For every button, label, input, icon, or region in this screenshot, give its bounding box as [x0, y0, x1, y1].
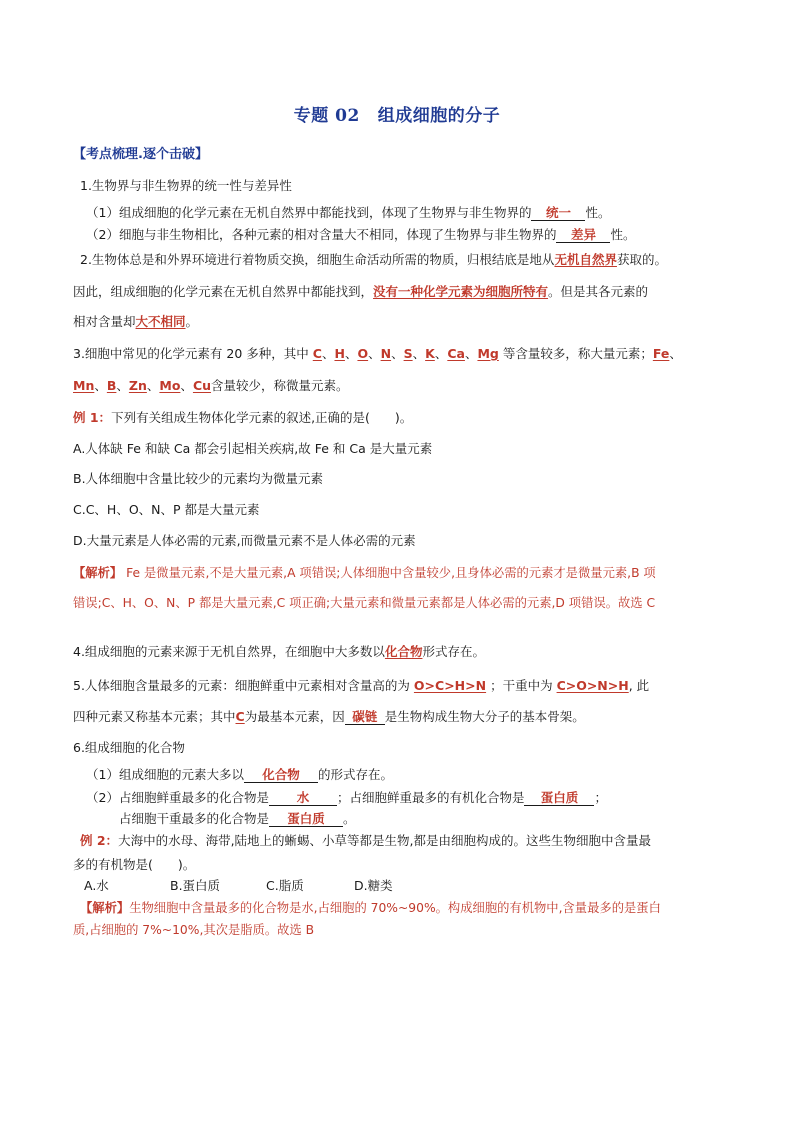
s1-line1: （1）组成细胞的化学元素在无机自然界中都能找到，体现了生物界与非生物界的 统一 性。: [86, 205, 611, 220]
answer-basic-element: C: [235, 709, 245, 724]
element: Ca: [447, 346, 465, 361]
blank-protein-dry: 蛋白质: [269, 811, 343, 827]
macro-elements: C、H、O、N、S、K、Ca、Mg: [312, 346, 499, 361]
element: B: [106, 378, 117, 393]
option-a: A.人体缺 Fe 和缺 Ca 都会引起相关疾病,故 Fe 和 Ca 是大量元素: [73, 441, 433, 456]
element: K: [425, 346, 435, 361]
element: Mo: [159, 378, 181, 393]
option-a: A.水: [84, 878, 109, 893]
s6-line3: 占细胞干重最多的化合物是 蛋白质 。: [119, 811, 356, 826]
s5-line2: 四种元素又称基本元素；其中C为最基本元素，因 碳链 是生物构成生物大分子的基本骨架。: [73, 709, 585, 724]
answer-fresh-weight-order: O>C>H>N: [413, 678, 487, 693]
example-2-analysis-line1: 【解析】生物细胞中含量最多的化合物是水,占细胞的 70%~90%。构成细胞的有机物中,含量最多的是蛋白: [80, 901, 661, 915]
blank-compound: 化合物: [244, 767, 318, 783]
s1-heading: 1.生物界与非生物界的统一性与差异性: [80, 178, 292, 193]
element: Fe: [652, 346, 670, 361]
section-header: 【考点梳理.逐个击破】: [73, 147, 208, 162]
s5-line1: 5.人体细胞含量最多的元素：细胞鲜重中元素相对含量高的为 O>C>H>N ；干重中为 C>O>N>H, 此: [73, 678, 650, 693]
option-c: C.脂质: [266, 878, 304, 893]
element: C: [312, 346, 322, 361]
analysis-label: 【解析】: [80, 901, 130, 915]
option-b: B.人体细胞中含量比较少的元素均为微量元素: [73, 471, 324, 486]
option-c: C.C、H、O、N、P 都是大量元素: [73, 502, 260, 517]
answer-carbon-chain: 碳链: [345, 709, 385, 725]
answer-different: 大不相同: [135, 314, 186, 329]
example-1-analysis-line2: 错误;C、H、O、N、P 都是大量元素,C 项正确;大量元素和微量元素都是人体必需的元素,D 项错误。故选 C: [73, 596, 656, 610]
blank-unity: 统一: [531, 205, 585, 221]
blank-protein-fresh: 蛋白质: [524, 790, 594, 806]
answer-compound: 化合物: [384, 644, 423, 659]
s2-line3: 相对含量却大不相同。: [73, 314, 199, 329]
answer-no-unique-element: 没有一种化学元素为细胞所特有: [373, 284, 549, 299]
element: S: [403, 346, 413, 361]
s6-line1: （1）组成细胞的元素大多以 化合物 的形式存在。: [86, 767, 393, 782]
element: Zn: [128, 378, 147, 393]
blank-difference: 差异: [556, 227, 610, 243]
example-2-analysis-line2: 质,占细胞的 7%~10%,其次是脂质。故选 B: [73, 923, 315, 937]
s2-line2: 因此，组成细胞的化学元素在无机自然界中都能找到，没有一种化学元素为细胞所特有。但是其各元素的: [73, 284, 649, 299]
example-2-question-line1: 例 2：大海中的水母、海带,陆地上的蜥蜴、小草等都是生物,都是由细胞构成的。这些生物细胞中含量最: [80, 833, 652, 848]
element: Cu: [192, 378, 212, 393]
option-d: D.大量元素是人体必需的元素,而微量元素不是人体必需的元素: [73, 533, 416, 548]
s3-line2: Mn、B、Zn、Mo、Cu含量较少，称微量元素。: [73, 378, 349, 393]
example-label: 例 1：: [73, 410, 112, 425]
answer-dry-weight-order: C>O>N>H: [556, 678, 629, 693]
s6-heading: 6.组成细胞的化合物: [73, 740, 185, 755]
s6-line2: （2）占细胞鲜重最多的化合物是 水 ；占细胞鲜重最多的有机化合物是 蛋白质 ；: [86, 790, 607, 805]
element: Mg: [477, 346, 499, 361]
element: N: [380, 346, 392, 361]
option-b: B.蛋白质: [170, 878, 221, 893]
element: H: [334, 346, 345, 361]
analysis-label: 【解析】: [73, 566, 123, 580]
example-2-question-line2: 多的有机物是( )。: [73, 857, 196, 872]
micro-elements: Mn、B、Zn、Mo、Cu: [73, 378, 212, 393]
option-d: D.糖类: [354, 878, 393, 893]
s2-line1: 2.生物体总是和外界环境进行着物质交换，细胞生命活动所需的物质，归根结底是地从无机自然界获取的。: [80, 252, 667, 267]
s1-line2: （2）细胞与非生物相比，各种元素的相对含量大不相同，体现了生物界与非生物界的 差异 性。: [86, 227, 636, 242]
title-text: 组成细胞的分子: [377, 106, 501, 126]
example-1-analysis-line1: 【解析】 Fe 是微量元素,不是大量元素,A 项错误;人体细胞中含量较少,且身体必需的元素才是微量元素,B 项: [73, 566, 656, 580]
example-2-options: [84, 877, 393, 895]
example-label: 例 2：: [80, 833, 119, 848]
s4-line: 4.组成细胞的元素来源于无机自然界，在细胞中大多数以化合物形式存在。: [73, 644, 485, 659]
blank-water: 水: [269, 790, 337, 806]
page-title: [0, 107, 794, 125]
element: O: [357, 346, 369, 361]
title-number: 专题 02: [293, 106, 360, 126]
element: Mn: [73, 378, 95, 393]
s3-line1: 3.细胞中常见的化学元素有 20 多种，其中 C、H、O、N、S、K、Ca、Mg 等含量较多，称大量元素；Fe、: [73, 346, 682, 361]
answer-inorganic-nature: 无机自然界: [554, 252, 617, 267]
example-1-question: 例 1：下列有关组成生物体化学元素的叙述,正确的是( )。: [73, 410, 413, 425]
